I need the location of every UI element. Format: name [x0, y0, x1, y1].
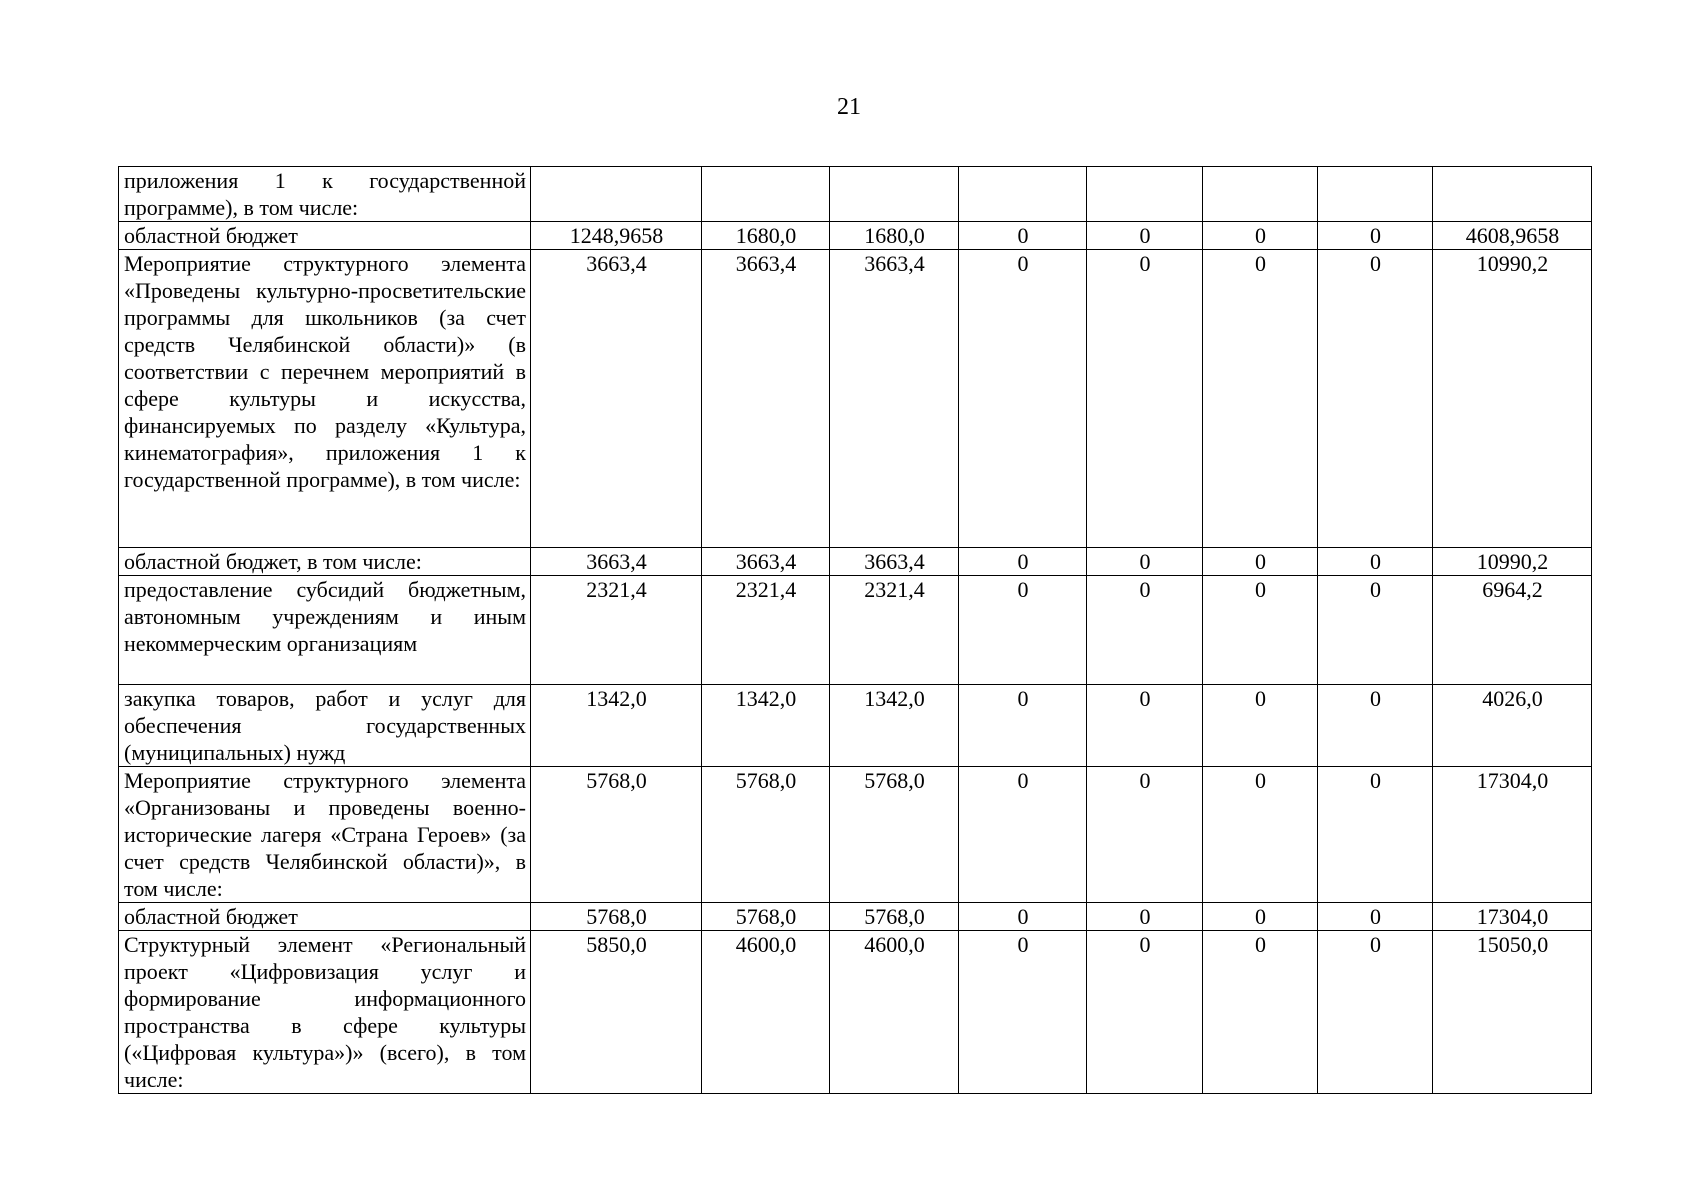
value-cell: 2321,4: [531, 576, 702, 685]
value-cell: 0: [1203, 903, 1318, 931]
value-cell: 17304,0: [1433, 903, 1592, 931]
value-cell: 17304,0: [1433, 767, 1592, 903]
value-cell: 0: [959, 903, 1087, 931]
value-cell: 0: [1318, 767, 1433, 903]
value-cell: 10990,2: [1433, 250, 1592, 548]
value-cell: 5850,0: [531, 931, 702, 1094]
budget-table: [118, 166, 1592, 1094]
value-cell: 1680,0: [702, 222, 830, 250]
value-cell: 0: [1203, 685, 1318, 767]
value-cell: 5768,0: [702, 903, 830, 931]
table-row: [119, 576, 1592, 685]
value-cell: 4608,9658: [1433, 222, 1592, 250]
value-cell: 0: [1318, 222, 1433, 250]
value-cell: 6964,2: [1433, 576, 1592, 685]
value-cell: 3663,4: [531, 548, 702, 576]
table-row: [119, 767, 1592, 903]
value-cell: 5768,0: [531, 903, 702, 931]
value-cell: 3663,4: [830, 548, 959, 576]
table-body: [119, 167, 1592, 1094]
table-row: [119, 548, 1592, 576]
value-cell: 0: [959, 222, 1087, 250]
row-description: приложения 1 к государственной программе), в том числе:: [119, 167, 531, 222]
value-cell: 0: [1203, 767, 1318, 903]
value-cell: 0: [1318, 576, 1433, 685]
row-description: Мероприятие структурного элемента «Организованы и проведены военно-исторические лагеря «Страна Героев» (за счет средств Челябинской области)», в том числе:: [119, 767, 531, 903]
value-cell: 2321,4: [830, 576, 959, 685]
value-cell: 5768,0: [830, 767, 959, 903]
value-cell: [1433, 167, 1592, 222]
value-cell: 0: [1087, 903, 1203, 931]
row-description: Мероприятие структурного элемента «Проведены культурно-просветительские программы для школьников (за счет средств Челябинской области)» (в соответствии с перечнем мероприятий в сфере культуры и искусства, финансируемых по разделу «Культура, кинематография», приложения 1 к государственной программе), в том числе:: [119, 250, 531, 548]
row-description: Структурный элемент «Региональный проект «Цифровизация услуг и формирование информационного пространства в сфере культуры («Цифровая культура»)» (всего), в том числе:: [119, 931, 531, 1094]
value-cell: 15050,0: [1433, 931, 1592, 1094]
row-description: закупка товаров, работ и услуг для обеспечения государственных (муниципальных) нужд: [119, 685, 531, 767]
table-row: [119, 167, 1592, 222]
value-cell: 0: [1318, 903, 1433, 931]
value-cell: 0: [1087, 250, 1203, 548]
value-cell: 5768,0: [830, 903, 959, 931]
value-cell: [1087, 167, 1203, 222]
value-cell: 4026,0: [1433, 685, 1592, 767]
value-cell: 0: [1087, 548, 1203, 576]
value-cell: [531, 167, 702, 222]
table-row: [119, 250, 1592, 548]
value-cell: 4600,0: [702, 931, 830, 1094]
value-cell: 0: [1087, 767, 1203, 903]
value-cell: 3663,4: [702, 548, 830, 576]
table-row: [119, 903, 1592, 931]
value-cell: [1203, 167, 1318, 222]
table-row: [119, 222, 1592, 250]
page-number: 21: [837, 94, 861, 120]
value-cell: [959, 167, 1087, 222]
value-cell: 0: [959, 250, 1087, 548]
row-description: предоставление субсидий бюджетным, автономным учреждениям и иным некоммерческим организациям: [119, 576, 531, 685]
value-cell: 5768,0: [531, 767, 702, 903]
value-cell: 3663,4: [830, 250, 959, 548]
value-cell: 3663,4: [531, 250, 702, 548]
row-description: областной бюджет, в том числе:: [119, 548, 531, 576]
value-cell: 1342,0: [702, 685, 830, 767]
value-cell: 0: [1087, 576, 1203, 685]
value-cell: [702, 167, 830, 222]
value-cell: 1680,0: [830, 222, 959, 250]
value-cell: 0: [959, 767, 1087, 903]
value-cell: 0: [1087, 685, 1203, 767]
value-cell: 0: [1203, 931, 1318, 1094]
value-cell: 1342,0: [830, 685, 959, 767]
row-description: областной бюджет: [119, 903, 531, 931]
value-cell: 0: [1318, 548, 1433, 576]
value-cell: 0: [959, 548, 1087, 576]
value-cell: 5768,0: [702, 767, 830, 903]
value-cell: 0: [959, 576, 1087, 685]
value-cell: 0: [1203, 548, 1318, 576]
value-cell: 0: [1318, 685, 1433, 767]
value-cell: 10990,2: [1433, 548, 1592, 576]
value-cell: 0: [959, 931, 1087, 1094]
value-cell: 0: [1203, 576, 1318, 685]
value-cell: [830, 167, 959, 222]
value-cell: 0: [1203, 222, 1318, 250]
value-cell: 0: [1203, 250, 1318, 548]
value-cell: 2321,4: [702, 576, 830, 685]
value-cell: [1318, 167, 1433, 222]
table-row: [119, 931, 1592, 1094]
value-cell: 1342,0: [531, 685, 702, 767]
value-cell: 0: [959, 685, 1087, 767]
value-cell: 0: [1087, 931, 1203, 1094]
value-cell: 4600,0: [830, 931, 959, 1094]
table-row: [119, 685, 1592, 767]
value-cell: 0: [1087, 222, 1203, 250]
value-cell: 1248,9658: [531, 222, 702, 250]
row-description: областной бюджет: [119, 222, 531, 250]
value-cell: 3663,4: [702, 250, 830, 548]
value-cell: 0: [1318, 250, 1433, 548]
value-cell: 0: [1318, 931, 1433, 1094]
